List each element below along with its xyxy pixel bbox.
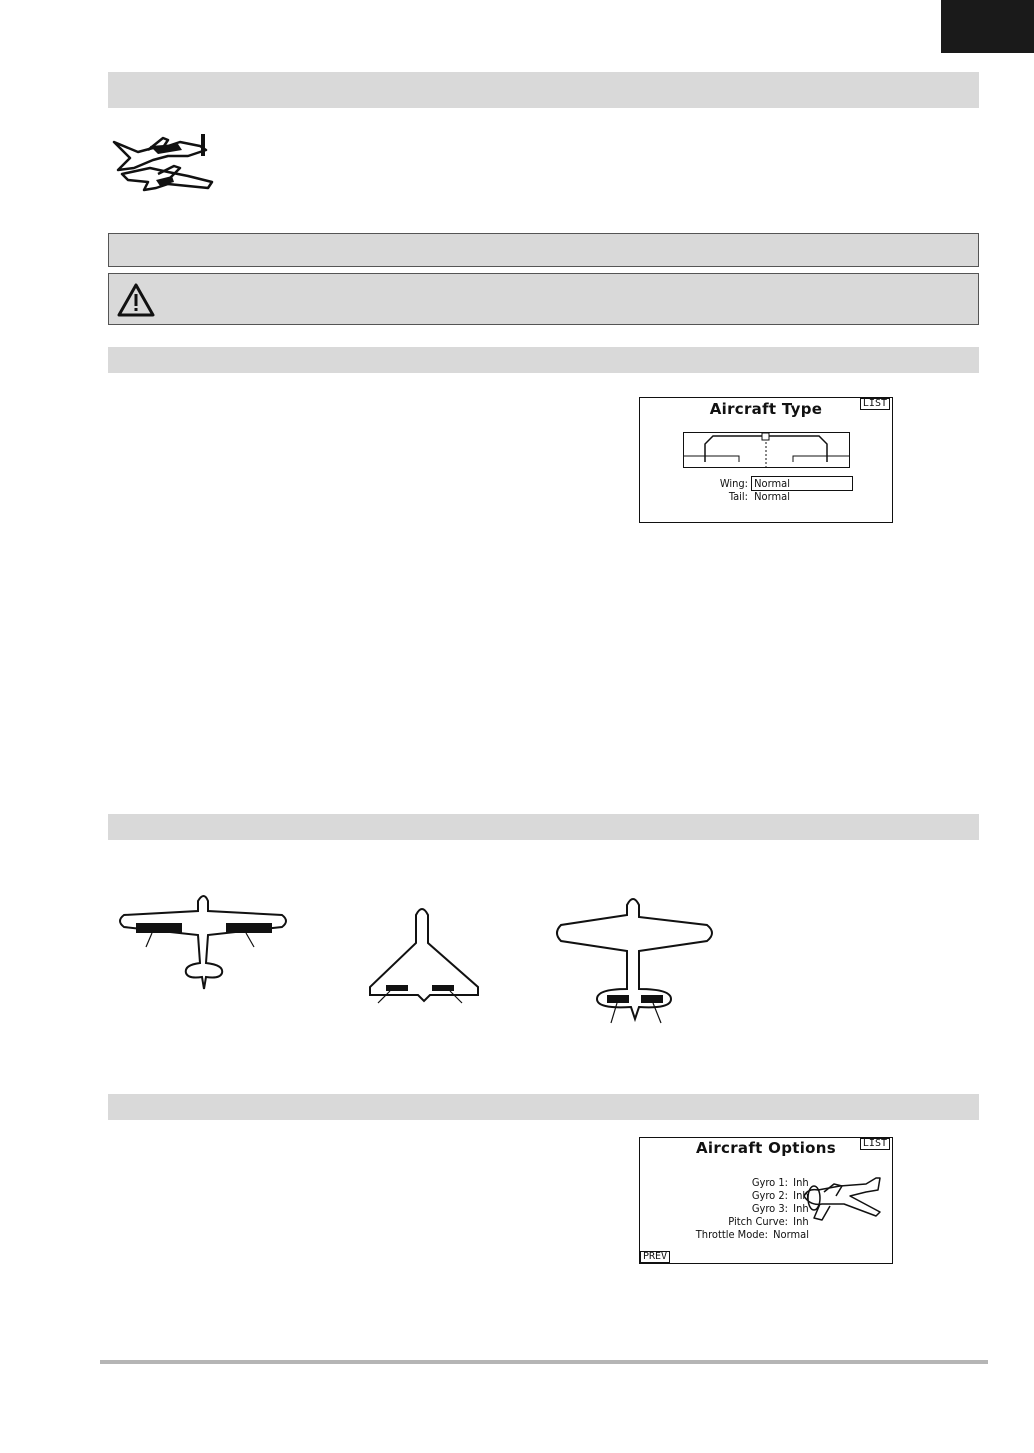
warning-box	[108, 273, 979, 325]
tail-value[interactable]: Normal	[754, 490, 790, 503]
airplane-icon	[800, 1174, 884, 1224]
lcd-title: Aircraft Type	[709, 400, 823, 418]
option-label: Pitch Curve:	[728, 1215, 788, 1228]
aircraft-options-lcd	[639, 1137, 893, 1264]
lcd-title: Aircraft Options	[696, 1139, 836, 1157]
vtail-wing-diagram	[555, 895, 720, 1027]
tail-row	[640, 490, 892, 503]
option-value[interactable]: Inh	[793, 1202, 809, 1215]
option-value[interactable]: Inh	[793, 1189, 809, 1202]
option-value[interactable]: Inh	[793, 1176, 809, 1189]
prev-button[interactable]: PREV	[640, 1251, 670, 1263]
footer-rule	[100, 1360, 988, 1364]
warning-triangle-icon	[116, 282, 156, 318]
list-button[interactable]: LIST	[860, 398, 890, 410]
aircraft-type-icon	[108, 128, 218, 194]
option-row	[640, 1215, 809, 1228]
option-label: Gyro 3:	[751, 1202, 788, 1215]
wing-label: Wing:	[719, 477, 748, 490]
option-row	[640, 1176, 809, 1189]
option-value[interactable]: Inh	[793, 1215, 809, 1228]
option-row	[640, 1189, 809, 1202]
option-label: Throttle Mode:	[695, 1228, 768, 1241]
section-header-band	[108, 347, 979, 373]
section-header-band	[108, 72, 979, 108]
normal-wing-diagram	[114, 893, 294, 993]
wing-value-field[interactable]: Normal	[751, 476, 853, 491]
option-row	[640, 1202, 809, 1215]
option-value[interactable]: Normal	[773, 1228, 809, 1241]
chapter-tab	[941, 0, 1034, 53]
option-label: Gyro 1:	[751, 1176, 788, 1189]
section-header-band	[108, 1094, 979, 1120]
delta-wing-diagram	[366, 903, 482, 1008]
tail-label: Tail:	[728, 490, 748, 503]
list-button[interactable]: LIST	[860, 1138, 890, 1150]
option-label: Gyro 2:	[751, 1189, 788, 1202]
wing-diagram	[683, 432, 850, 468]
section-header-band	[108, 814, 979, 840]
section-header-band	[108, 233, 979, 267]
option-row	[640, 1228, 809, 1241]
wing-row	[640, 476, 892, 491]
aircraft-type-lcd	[639, 397, 893, 523]
